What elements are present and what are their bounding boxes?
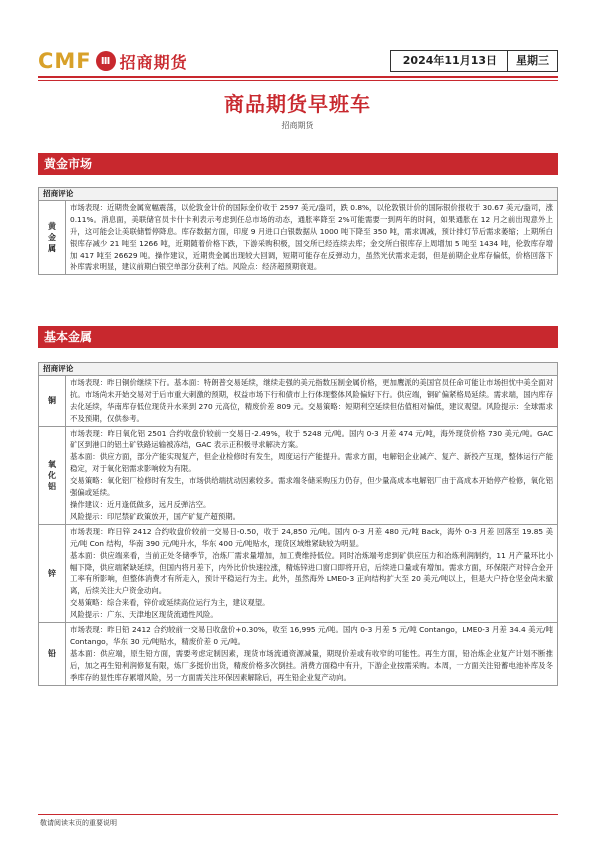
table-row xyxy=(39,375,558,426)
date-box xyxy=(390,50,558,72)
table-row xyxy=(39,524,558,622)
base-metals-table xyxy=(38,362,558,686)
logo-latin: CMF xyxy=(38,49,92,73)
gold-table-header: 招商评论 xyxy=(39,188,558,201)
footer-note: 敬请阅读末页的重要说明 xyxy=(40,819,117,827)
gold-commentary: 市场表现：近期贵金属宽幅震荡，以伦敦金计价的国际金价收于 2597 美元/盎司，跌 0.8%，以伦敦银计价的国际银价报收于 30.67 美元/盎司，涨 0.11%。消息面，美联储官员卡什卡利表示考虑到任总市场的动态，通胀率降至 2%可能需要一到两年的时间，如果通胀在 12 月之前出现意外上升，这可能会让美联储暂停降息。库存数据方面，印度 9 月进口白银数据从 1000 吨下降至 350 吨，需求调减，预计排灯节后需求萎缩；上期所白银库存减少 21 吨至 1266 吨，近期随着价格下跌，下游采购积极，国交所已经连续去库；金交所白银库存上周增加 5 吨至 1434 吨，伦敦库存增加 417 吨至 26629 吨。操作建议，近期贵金属出现较大回调，短期可能存在反弹动力，虽然光伏需求走弱，但是前期企业库存偏低，价格回落下补库需求明显，建议前期白银空单部分获利了结。风险点：经济超预期衰退。 xyxy=(66,200,558,274)
lead-commentary: 市场表现：昨日铅 2412 合约较前一交易日收盘价+0.30%，收至 16,995 元/吨。国内 0-3 月差 5 元/吨 Contango，LME0-3 月差 34.4 美元/吨 Contango，华东 30 元/吨贴水，精废价差 0 元/吨。 基本面：供应端，原生铅方面，需要考虑定制因素，现货市场流通资源减量，期现价差或有收窄的可能性。再生方面，铅冶炼企业复产计划不断推后，加之再生铅利润修复有限，炼厂多挺价出货，精废价格多次倒挂。消费方面稳中有升，下游企业按需采购。本周，一方面关注铅蓄电池补库及冬季库存的显性库存累增风险，另一方面需关注环保因素解除后，再生铅企业复产动向。 xyxy=(66,623,558,686)
section-gold-title: 黄金市场 xyxy=(38,153,558,175)
zinc-category: 锌 xyxy=(39,524,66,622)
logo-cn: 招商期货 xyxy=(119,52,188,72)
zinc-commentary: 市场表现：昨日锌 2412 合约收盘价较前一交易日-0.50，收于 24,850 元/吨。国内 0-3 月差 480 元/吨 Back，海外 0-3 月差 回落至 19.85 美元/吨 Con 结构，华南 390 元/吨升水，华东 400 元/吨贴水，现货区域维紧缺较为明显。 基本面：供应端来看，当前正处冬储季节，冶炼厂需求量增加，加工费维持低位。同时冶炼端考虑到矿供应压力和冶炼利润制约，11 月产量环比小幅下降，供应端紧缺延续，但国内将月差下，内外比价快速拉涨，精炼锌进口窗口即将开启，后续进口量或有增加。需求方面，环保限产对锌合金开工率有所影响，但整体消费才有所走入，预计平稳运行为主。此外，虽然海外 LME0-3 正向结构扩大至 20 美元/吨以上，但是大户持仓坚金尚未撤离，后续关注大户资金动向。 交易策略：综合来看，锌价或延续高位运行为主，建议观望。 风险提示：广东、天津地区现货流通性风险。 xyxy=(66,524,558,622)
table-row xyxy=(39,200,558,274)
copper-category: 铜 xyxy=(39,375,66,426)
page-subtitle: 招商期货 xyxy=(281,121,314,130)
report-weekday: 星期三 xyxy=(516,54,549,67)
page-header xyxy=(38,48,558,74)
base-table-header: 招商评论 xyxy=(39,363,558,376)
gold-category: 黄 金 属 xyxy=(39,200,66,274)
footer-divider xyxy=(38,814,558,815)
table-row xyxy=(39,426,558,524)
page-title: 商品期货早班车 xyxy=(224,92,371,116)
alumina-category: 氧 化 铝 xyxy=(39,426,66,524)
alumina-commentary: 市场表现：昨日氧化铝 2501 合约收盘价较前一交易日-2.49%，收于 5248 元/吨。国内 0-3 月差 474 元/吨，海外现货价格 730 美元/吨。GAC 矿区到港口的铝土矿铁路运输被冻结，GAC 表示正积极寻求解决方案。 基本面：供应方面，部分产能实现复产，但企业检修时有发生，周度运行产能提升。需求方面，电解铝企业减产、复产、新投产互现，整体运行产能稳定，对于氧化铝需求影响较为有限。 交易策略：氧化铝厂检修时有发生，市场供给端扰动因素较多。需求端冬储采购压力仍存，但少量高成本电解铝厂由于高成本开始停产检修，氧化铝强偏或延续。 操作建议：近月逢低做多，远月反弹沽空。 风险提示：印尼禁矿政策放开，国产矿复产超预期。 xyxy=(66,426,558,524)
table-row xyxy=(39,623,558,686)
lead-category: 铅 xyxy=(39,623,66,686)
logo-mark-icon: Ⅲ xyxy=(96,51,116,71)
report-date: 2024年11月13日 xyxy=(391,51,508,71)
copper-commentary: 市场表现：昨日铜价继续下行。基本面：特朗普交易延续，继续走强的美元指数压制金属价格，更加鹰派的美国官员任命可能让市场担忧中美全面对抗。市场尚未开始交易对于后市重大刺激的预期，权益市场下行和债市上行体现整体风险偏好下行。供应端，铜矿偏紧格局延续。需求端，国内库存去化延续，华南库存低位现货升水来到 270 元高位，精废价差 809 元。交易策略：短期利空延续但估值相对偏低，建议观望。风险提示：全球需求不及预期，仅供参考。 xyxy=(66,375,558,426)
gold-table xyxy=(38,187,558,275)
section-base-metals-title: 基本金属 xyxy=(38,326,558,348)
header-divider-thin xyxy=(38,80,558,81)
header-divider xyxy=(38,76,558,78)
company-logo xyxy=(38,48,188,74)
